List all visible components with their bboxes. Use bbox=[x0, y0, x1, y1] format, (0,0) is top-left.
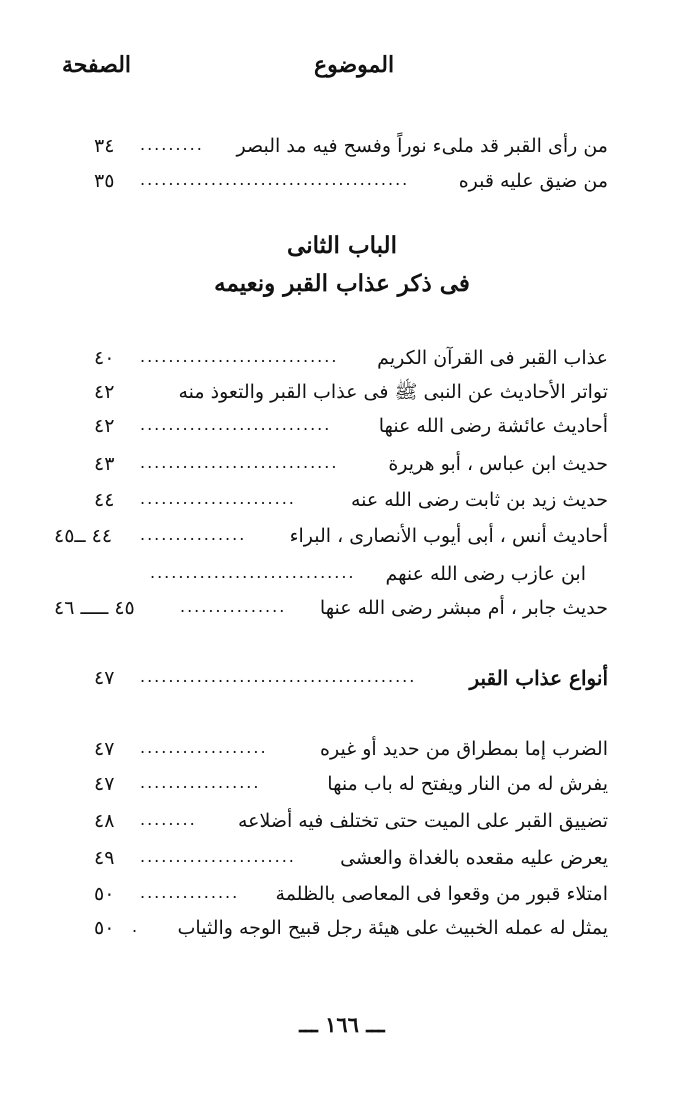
entry-page: ٤٢ bbox=[94, 381, 115, 403]
entry-page: ٤٤ ــ٤٥ bbox=[54, 525, 113, 547]
leader-dots: ........................... bbox=[140, 415, 332, 434]
leader-dots: ............... bbox=[180, 597, 287, 616]
leader-dots: . bbox=[132, 917, 140, 936]
leader-dots: .................. bbox=[140, 738, 268, 757]
toc-entry bbox=[0, 912, 684, 944]
entry-text: حديث ابن عباس ، أبو هريرة bbox=[388, 453, 608, 475]
entry-text: أحاديث أنس ، أبى أيوب الأنصارى ، البراء bbox=[289, 525, 608, 547]
entry-page: ٤٩ bbox=[94, 847, 115, 869]
page-number: ـــ ١٦٦ ـــ bbox=[299, 1012, 385, 1037]
entry-text: تواتر الأحاديث عن النبى ﷺ فى عذاب القبر والتعوذ منه bbox=[178, 381, 608, 403]
leader-dots: ...................... bbox=[140, 489, 296, 508]
toc-entry bbox=[0, 733, 684, 765]
entry-page: ٤٢ bbox=[94, 415, 115, 437]
entry-page: ٣٥ bbox=[94, 170, 115, 192]
leader-dots: ........ bbox=[140, 810, 197, 829]
toc-entry bbox=[0, 376, 684, 408]
toc-entry bbox=[0, 805, 684, 837]
entry-text: ابن عازب رضى الله عنهم bbox=[385, 563, 586, 585]
toc-entry bbox=[0, 558, 684, 590]
toc-entry bbox=[0, 768, 684, 800]
entry-text: من ضيق عليه قبره bbox=[458, 170, 608, 192]
leader-dots: ............................ bbox=[140, 347, 339, 366]
entry-page: ٥٠ bbox=[94, 883, 115, 905]
entry-page: ٤٧ bbox=[94, 738, 115, 760]
entry-page: ٤٤ bbox=[94, 489, 115, 511]
entry-text: من رأى القبر قد ملىء نوراً وفسح فيه مد البصر bbox=[236, 135, 608, 157]
toc-entry bbox=[0, 520, 684, 552]
entry-text: يفرش له من النار ويفتح له باب منها bbox=[327, 773, 608, 795]
toc-entry bbox=[0, 410, 684, 442]
toc-entry bbox=[0, 878, 684, 910]
entry-page: ٣٤ bbox=[94, 135, 115, 157]
entry-page: ٤٣ bbox=[94, 453, 115, 475]
leader-dots: ............................ bbox=[140, 453, 339, 472]
entry-text: حديث جابر ، أم مبشر رضى الله عنها bbox=[319, 597, 608, 619]
toc-entry bbox=[0, 130, 684, 162]
entry-page: ٤٥ ـــــ ٤٦ bbox=[54, 597, 135, 619]
chapter-title: الباب الثانى bbox=[287, 232, 397, 259]
leader-dots: ............................. bbox=[150, 563, 356, 582]
toc-entry-heading bbox=[0, 662, 684, 694]
toc-entry bbox=[0, 342, 684, 374]
entry-text: امتلاء قبور من وقعوا فى المعاصى بالظلمة bbox=[275, 883, 608, 905]
entry-text: يمثل له عمله الخبيث على هيئة رجل قبيح الوجه والثياب bbox=[177, 917, 608, 939]
leader-dots: ............... bbox=[140, 525, 247, 544]
entry-text: يعرض عليه مقعده بالغداة والعشى bbox=[340, 847, 608, 869]
page-column-header: الصفحة bbox=[62, 52, 132, 78]
entry-text: أحاديث عائشة رضى الله عنها bbox=[378, 415, 608, 437]
entry-page: ٤٧ bbox=[94, 667, 115, 689]
entry-text: حديث زيد بن ثابت رضى الله عنه bbox=[350, 489, 608, 511]
entry-page: ٤٧ bbox=[94, 773, 115, 795]
leader-dots: ...................................... bbox=[140, 170, 410, 189]
entry-text: أنواع عذاب القبر bbox=[469, 666, 608, 690]
topic-column-header: الموضوع bbox=[314, 52, 395, 78]
entry-page: ٤٠ bbox=[94, 347, 115, 369]
leader-dots: ....................................... bbox=[140, 667, 417, 686]
toc-entry bbox=[0, 165, 684, 197]
entry-page: ٥٠ bbox=[94, 917, 115, 939]
toc-entry bbox=[0, 842, 684, 874]
leader-dots: .............. bbox=[140, 883, 240, 902]
entry-page: ٤٨ bbox=[94, 810, 115, 832]
chapter-subtitle: فى ذكر عذاب القبر ونعيمه bbox=[214, 270, 470, 297]
entry-text: الضرب إما بمطراق من حديد أو غيره bbox=[320, 738, 608, 760]
toc-entry bbox=[0, 592, 684, 624]
toc-entry bbox=[0, 448, 684, 480]
leader-dots: ...................... bbox=[140, 847, 296, 866]
toc-entry bbox=[0, 484, 684, 516]
leader-dots: ................. bbox=[140, 773, 261, 792]
entry-text: عذاب القبر فى القرآن الكريم bbox=[377, 347, 608, 369]
leader-dots: ......... bbox=[140, 135, 204, 154]
entry-text: تضييق القبر على الميت حتى تختلف فيه أضلاعه bbox=[238, 810, 608, 832]
